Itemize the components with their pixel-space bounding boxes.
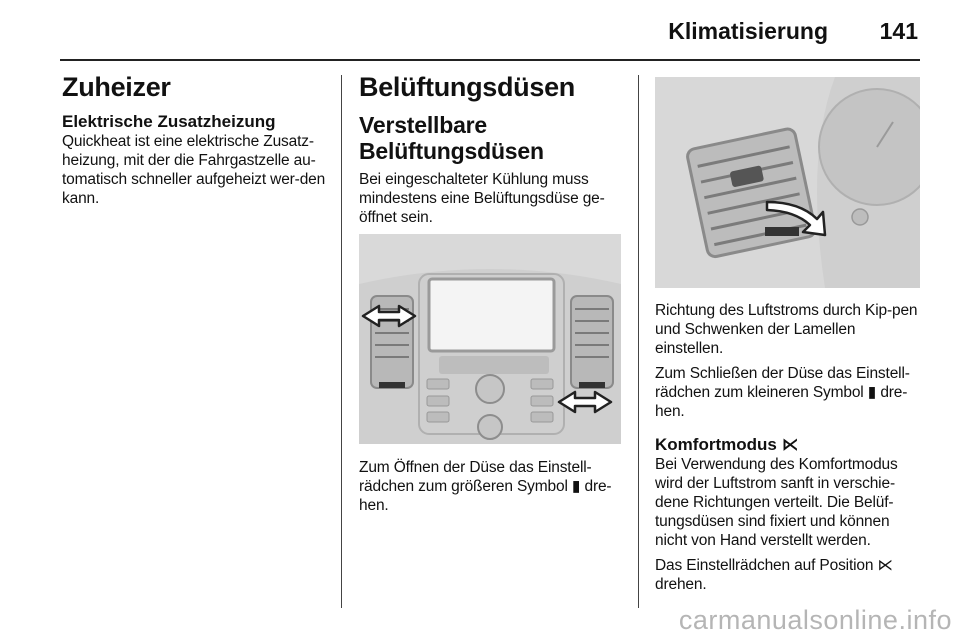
subheading-verstellbare-line1: Verstellbare [359, 112, 488, 138]
small-vent-symbol-icon: ▮ [867, 384, 877, 401]
subheading-verstellbare-line2: Belüftungsdüsen [359, 138, 544, 164]
heading-belueftungsduesen: Belüftungsdüsen [359, 72, 575, 102]
watermark: carmanualsonline.info [678, 605, 952, 635]
paragraph-position [655, 556, 923, 594]
subheading-elektrische-zusatzheizung: Elektrische Zusatzheizung [62, 112, 276, 131]
paragraph-kuehlung: Bei eingeschalteter Kühlung muss mindestens eine Belüftungsdüse ge-öffnet sein. [359, 171, 605, 226]
heading-zuheizer: Zuheizer [62, 72, 171, 102]
text-schliessen: Zum Schließen der Düse das Einstell-rädchen zum kleineren Symbol [655, 365, 910, 401]
section-title: Klimatisierung [668, 18, 828, 44]
comfort-mode-icon: ⋉ [781, 435, 799, 454]
paragraph-oeffnen [359, 458, 627, 515]
header-rule [60, 59, 920, 61]
comfort-mode-icon-inline: ⋉ [877, 557, 893, 574]
heading-komfortmodus [655, 435, 923, 455]
column-divider-2 [638, 75, 639, 608]
text-oeffnen: Zum Öffnen der Düse das Einstell-rädchen zum größeren Symbol [359, 459, 592, 495]
page-number: 141 [879, 18, 918, 44]
caption-oeffnen [359, 458, 627, 515]
column-belueftungsduesen [359, 70, 627, 227]
paragraph-quickheat: Quickheat ist eine elektrische Zusatz-heizung, mit der die Fahrgastzelle au-tomatisch schneller aufgeheizt wer-den kann. [62, 133, 326, 207]
column-divider-1 [341, 75, 342, 608]
paragraph-schliessen [655, 364, 923, 421]
paragraph-komfort: Bei Verwendung des Komfortmodus wird der Luftstrom sanft in verschie-dene Richtungen verteilt. Die Belüf-tungsdüsen sind fixiert und können nicht von Hand verstellt werden. [655, 456, 898, 549]
column-direction [655, 301, 923, 594]
text-position: Das Einstellrädchen auf Position [655, 557, 874, 574]
large-vent-symbol-icon: ▮ [571, 478, 581, 495]
figure-side-vent [655, 77, 920, 288]
heading-komfortmodus-text: Komfortmodus [655, 435, 777, 454]
text-drehen: dre-hen. [359, 478, 612, 514]
text-drehen-3: drehen. [655, 576, 707, 593]
paragraph-richtung: Richtung des Luftstroms durch Kip-pen und Schwenken der Lamellen einstellen. [655, 302, 918, 357]
figure-dashboard-vents [359, 234, 621, 444]
page-header [60, 12, 920, 52]
text-drehen-2: dre-hen. [655, 384, 908, 420]
column-zuheizer [62, 70, 326, 208]
